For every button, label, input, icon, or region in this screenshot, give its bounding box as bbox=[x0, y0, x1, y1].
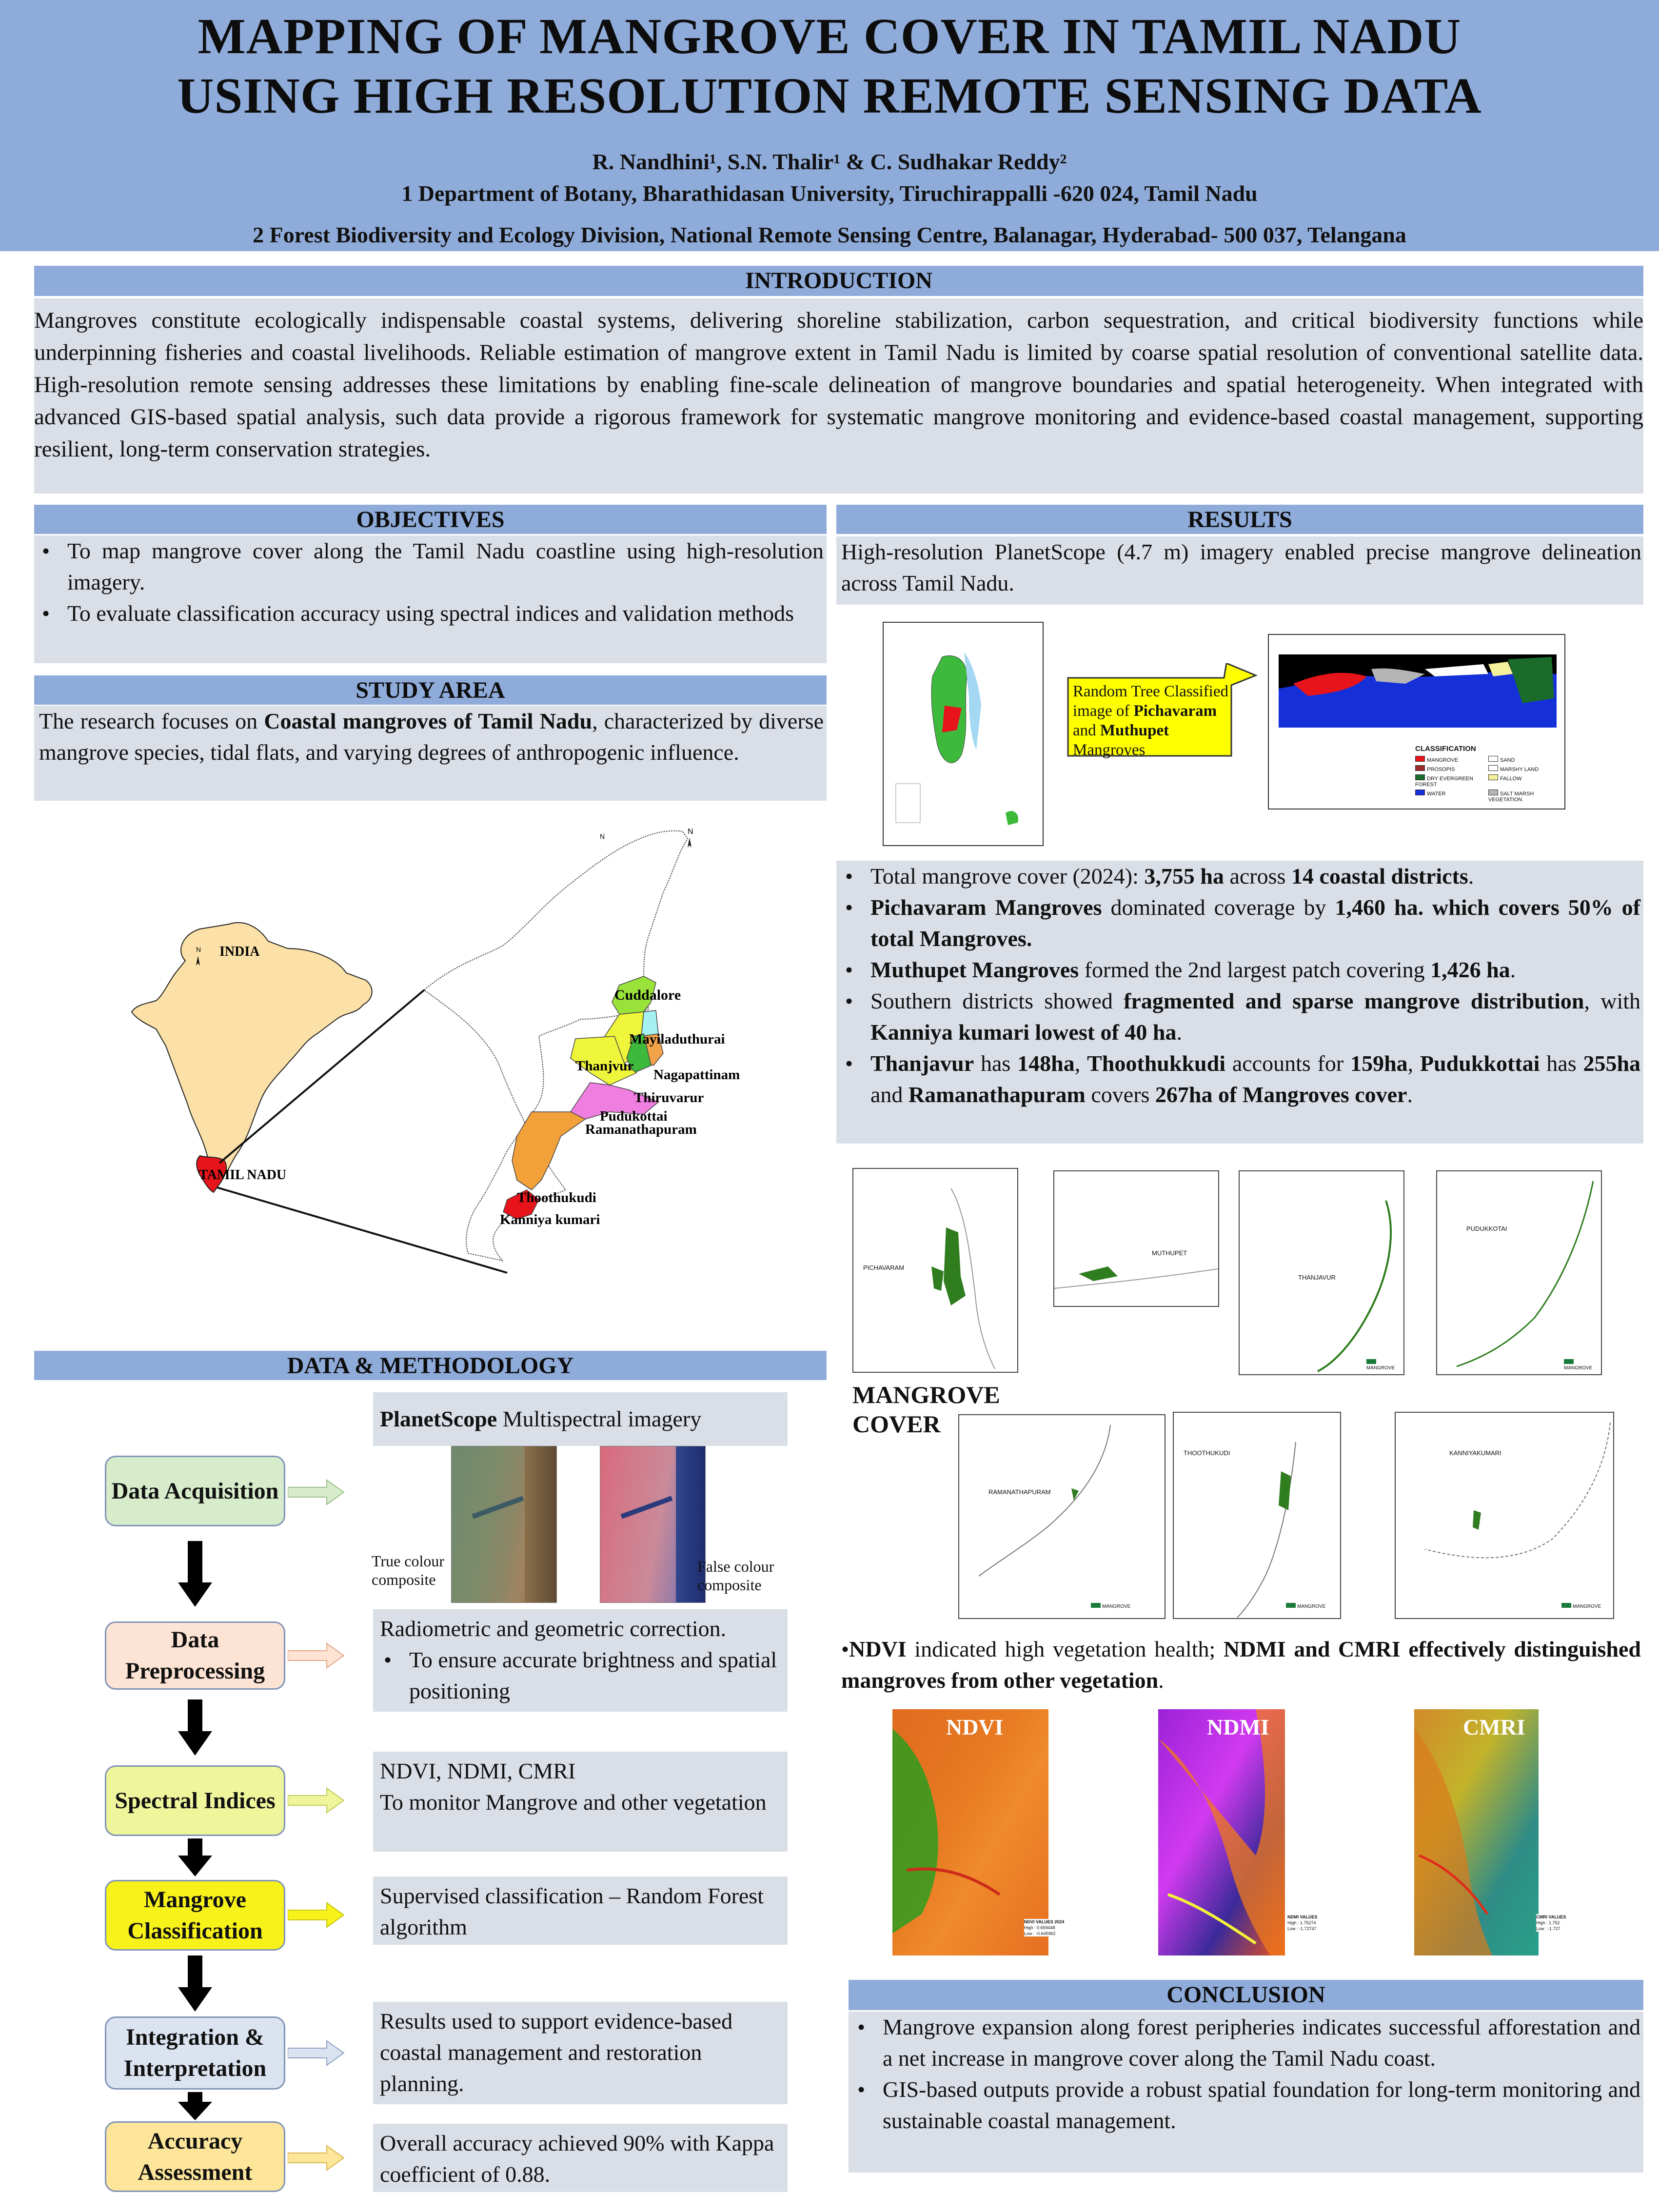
results-intro: High-resolution PlanetScope (4.7 m) imagery enabled precise mangrove delineation across Tamil Nadu. bbox=[836, 536, 1643, 605]
down-arrow-icon bbox=[176, 1541, 215, 1609]
result-item: • Thanjavur has 148ha, Thoothukkudi accounts for 159ha, Pudukkottai has 255ha and Ramanathapuram covers 267ha of Mangroves cover. bbox=[870, 1048, 1640, 1110]
result-item: • Muthupet Mangroves formed the 2nd largest patch covering 1,426 ha. bbox=[870, 954, 1640, 986]
classified-map-muthupet bbox=[883, 622, 1044, 846]
title-line-1: MAPPING OF MANGROVE COVER IN TAMIL NADU bbox=[198, 8, 1462, 64]
india-map bbox=[132, 923, 372, 1190]
conclusion-box bbox=[849, 2012, 1643, 2172]
accuracy-box: Overall accuracy achieved 90% with Kappa coefficient of 0.88. bbox=[373, 2124, 788, 2192]
poster-title bbox=[0, 7, 1659, 126]
step-spectral-indices: Spectral Indices bbox=[105, 1765, 285, 1836]
introduction-text: Mangroves constitute ecologically indispensable coastal systems, delivering shoreline stabilization, carbon sequestration, and critical biodiversity functions while underpinning fisheries and coastal livelihoods. Reliable estimation of mangrove extent in Tamil Nadu is limited by coarse spatial resolution of conventional satellite data. High-resolution remote sensing addresses these limitations by enabling fine-scale delineation of mangrove boundaries and spatial heterogeneity. When integrated with advanced GIS-based spatial analysis, such data provide a rigorous framework for systematic mangrove monitoring and evidence-based coastal management, supporting resilient, long-term conservation strategies. bbox=[34, 298, 1643, 494]
study-area-map bbox=[83, 819, 824, 1322]
down-arrow-icon bbox=[176, 1838, 215, 1877]
classification-legend: MANGROVE SAND PROSOPIS MARSHY LAND DRY EVERGREEN FOREST FALLOW WATER SALT MARSH VEGETATION bbox=[1415, 756, 1561, 803]
right-arrow-icon bbox=[288, 1478, 346, 1507]
preprocessing-box: Radiometric and geometric correction. • To ensure accurate brightness and spatial positioning bbox=[373, 1609, 788, 1712]
study-area-text: The research focuses on Coastal mangroves of Tamil Nadu, characterized by diverse mangrove species, tidal flats, and varying degrees of anthropogenic influence. bbox=[34, 706, 827, 801]
true-colour-image bbox=[451, 1446, 557, 1603]
down-arrow-icon bbox=[176, 1699, 215, 1758]
affiliation-2: 2 Forest Biodiversity and Ecology Division, National Remote Sensing Centre, Balanagar, Hyderabad- 500 037, Telangana bbox=[253, 222, 1406, 247]
affiliation-1: 1 Department of Botany, Bharathidasan University, Tiruchirappalli -620 024, Tamil Nadu bbox=[401, 181, 1258, 206]
planetscope-box: PlanetScope Multispectral imagery bbox=[373, 1392, 788, 1446]
down-arrow-icon bbox=[176, 1955, 215, 2014]
introduction-heading: INTRODUCTION bbox=[34, 266, 1643, 296]
result-item: • Pichavaram Mangroves dominated coverage by 1,460 ha. which covers 50% of total Mangroves. bbox=[870, 892, 1640, 954]
result-item: • Southern districts showed fragmented and sparse mangrove distribution, with Kanniya kumari lowest of 40 ha. bbox=[870, 986, 1640, 1048]
map-thanjavur: THANJAVUR MANGROVE bbox=[1239, 1170, 1404, 1375]
results-bullets bbox=[836, 861, 1643, 1144]
cmri-map: CMRI CMRI VALUES High : 1.752 Low : -1.727 bbox=[1414, 1709, 1539, 1955]
map-pichavaram: PICHAVARAM bbox=[852, 1168, 1018, 1373]
methodology-heading: DATA & METHODOLOGY bbox=[34, 1351, 827, 1380]
classified-map-pichavaram bbox=[1268, 634, 1565, 810]
map-muthupet: MUTHUPET bbox=[1053, 1170, 1219, 1307]
title-line-2: USING HIGH RESOLUTION REMOTE SENSING DATA bbox=[177, 68, 1482, 124]
right-arrow-icon bbox=[288, 1786, 346, 1815]
step-data-preprocessing: Data Preprocessing bbox=[105, 1621, 285, 1690]
objective-item: • To map mangrove cover along the Tamil Nadu coastline using high-resolution imagery. bbox=[67, 535, 824, 598]
right-arrow-icon bbox=[288, 2143, 346, 2172]
conclusion-heading: CONCLUSION bbox=[849, 1980, 1643, 2010]
authors: R. Nandhini¹, S.N. Thalir¹ & C. Sudhakar Reddy² bbox=[592, 149, 1067, 174]
true-colour-label: True colour composite bbox=[372, 1552, 445, 1588]
map-ramanathapuram: RAMANATHAPURAM MANGROVE bbox=[958, 1414, 1165, 1619]
objective-item: • To evaluate classification accuracy using spectral indices and validation methods bbox=[67, 598, 824, 629]
label-nagapattinam: Nagapattinam bbox=[653, 1067, 740, 1083]
indices-note: •NDVI indicated high vegetation health; NDMI and CMRI effectively distinguished mangroves from other vegetation. bbox=[841, 1637, 1641, 1693]
right-arrow-icon bbox=[288, 2038, 346, 2068]
integration-box: Results used to support evidence-based coastal management and restoration planning. bbox=[373, 2002, 788, 2104]
classification-legend-title: CLASSIFICATION bbox=[1415, 745, 1476, 753]
step-accuracy-assessment: Accuracy Assessment bbox=[105, 2121, 285, 2192]
label-pudukottai: Pudukottai bbox=[600, 1108, 668, 1124]
result-item: • Total mangrove cover (2024): 3,755 ha across 14 coastal districts. bbox=[870, 861, 1640, 892]
label-mayiladuthurai: Mayiladuthurai bbox=[629, 1031, 725, 1047]
north-arrow-1: N bbox=[196, 946, 201, 953]
ndmi-map: NDMI NDMI VALUES High : 1.75274 Low : -1.72747 bbox=[1158, 1709, 1285, 1955]
down-arrow-icon bbox=[176, 2092, 215, 2121]
objectives-heading: OBJECTIVES bbox=[34, 505, 827, 534]
conclusion-item: • GIS-based outputs provide a robust spatial foundation for long-term monitoring and sustainable coastal management. bbox=[883, 2074, 1640, 2136]
study-area-heading: STUDY AREA bbox=[34, 675, 827, 705]
ndvi-map: NDVI NDVI VALUES 2024 High : 0.659448 Low : -0.645962 bbox=[892, 1709, 1048, 1955]
objectives-box bbox=[34, 535, 827, 663]
results-heading: RESULTS bbox=[836, 505, 1643, 534]
india-label: INDIA bbox=[219, 944, 260, 959]
step-mangrove-classification: Mangrove Classification bbox=[105, 1880, 285, 1951]
north-arrow-2-label: N bbox=[688, 828, 693, 836]
label-thoothukudi: Thoothukudi bbox=[517, 1190, 596, 1205]
right-arrow-icon bbox=[288, 1900, 346, 1930]
tamil-nadu-label: TAMIL NADU bbox=[199, 1167, 287, 1183]
label-cuddalore: Cuddalore bbox=[614, 987, 681, 1003]
false-colour-image bbox=[600, 1446, 706, 1603]
step-integration-interpretation: Integration & Interpretation bbox=[105, 2016, 285, 2090]
map-pudukkotai: PUDUKKOTAI MANGROVE bbox=[1436, 1170, 1602, 1375]
right-arrow-icon bbox=[288, 1641, 346, 1670]
mangrove-cover-label: MANGROVE COVER bbox=[852, 1381, 1000, 1438]
north-arrow-2: N bbox=[600, 832, 605, 840]
indices-box: NDVI, NDMI, CMRI To monitor Mangrove and other vegetation bbox=[373, 1752, 788, 1852]
callout-text: Random Tree Classified image of Pichavaram and Muthupet Mangroves bbox=[1073, 683, 1228, 759]
false-colour-label: False colour composite bbox=[697, 1558, 774, 1594]
label-thanjavur: Thanjvur bbox=[575, 1058, 634, 1074]
label-kanniyakumari: Kanniya kumari bbox=[500, 1212, 600, 1227]
label-thiruvarur: Thiruvarur bbox=[634, 1090, 704, 1106]
map-kanniyakumari: KANNIYAKUMARI MANGROVE bbox=[1395, 1412, 1614, 1619]
step-data-acquisition: Data Acquisition bbox=[105, 1456, 285, 1526]
map-thoothukudi: THOOTHUKUDI MANGROVE bbox=[1173, 1412, 1341, 1619]
classification-box: Supervised classification – Random Forest algorithm bbox=[373, 1876, 788, 1945]
conclusion-item: • Mangrove expansion along forest peripheries indicates successful afforestation and a net increase in mangrove cover along the Tamil Nadu coast. bbox=[883, 2012, 1640, 2074]
label-ramanathapuram: Ramanathapuram bbox=[585, 1122, 697, 1137]
